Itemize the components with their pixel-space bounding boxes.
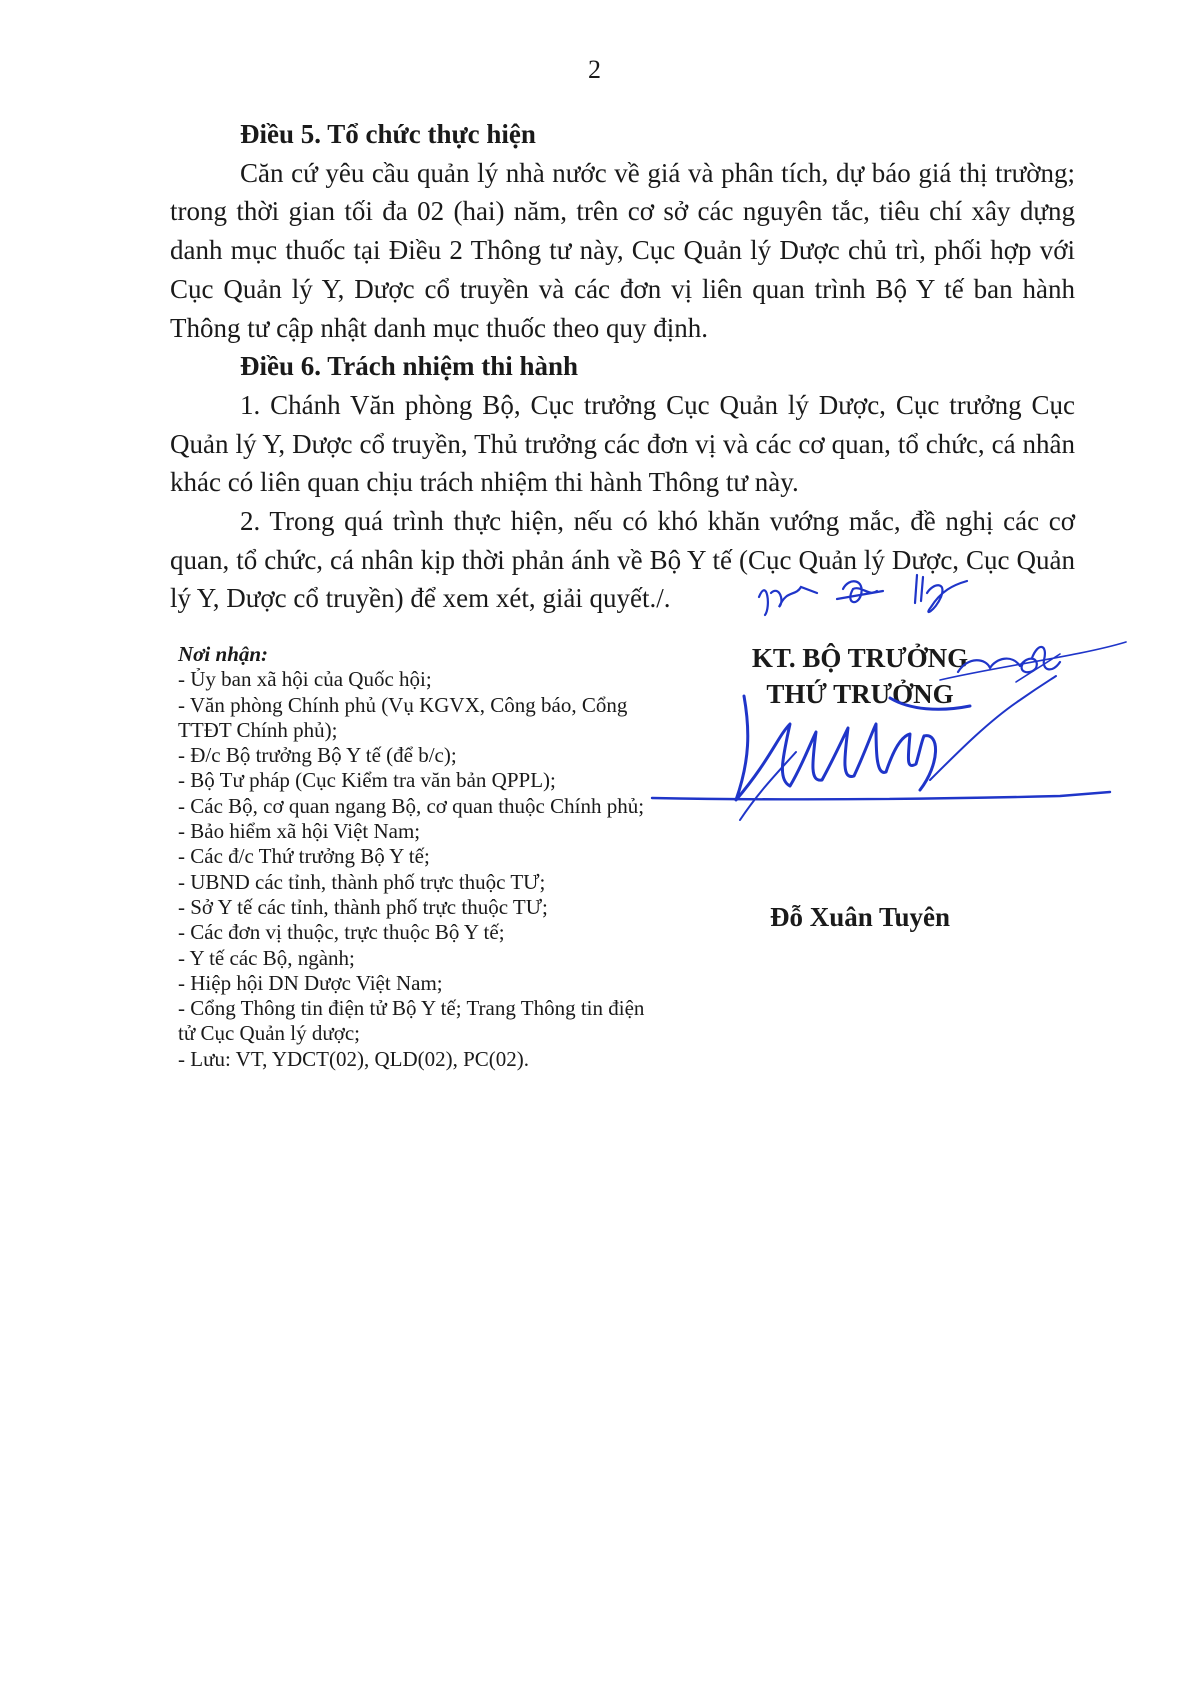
recipient-item: - Ủy ban xã hội của Quốc hội; bbox=[178, 667, 432, 692]
article-5-text: Căn cứ yêu cầu quản lý nhà nước về giá và phân tích, dự báo giá thị trường; trong thời gian tối đa 02 (hai) năm, trên cơ sở các nguyên tắc, tiêu chí xây dựng danh mục thuốc tại Điều 2 Thông tư này, Cục Quản lý Dược chủ trì, phối hợp với Cục Quản lý Y, Dược cổ truyền và các đơn vị liên quan trình Bộ Y tế ban hành Thông tư cập nhật danh mục thuốc theo quy định. bbox=[170, 157, 1075, 343]
article-6-clause-2: 2. Trong quá trình thực hiện, nếu có khó khăn vướng mắc, đề nghị các cơ quan, tổ chức, cá nhân kịp thời phản ánh về Bộ Y tế (Cục Quản lý Dược, Cục Quản lý Y, Dược cổ truyền) để xem xét, giải quyết./. bbox=[170, 506, 1075, 614]
signer-title-line-1: KT. BỘ TRƯỞNG bbox=[751, 643, 969, 673]
recipient-item: - Cổng Thông tin điện tử Bộ Y tế; Trang Thông tin điện tử Cục Quản lý dược; bbox=[178, 996, 645, 1046]
recipient-item: - Lưu: VT, YDCT(02), QLD(02), PC(02). bbox=[178, 1046, 530, 1071]
article-5-heading: Điều 5. Tổ chức thực hiện bbox=[240, 119, 536, 149]
recipient-item: - Các đơn vị thuộc, trực thuộc Bộ Y tế; bbox=[178, 920, 505, 945]
recipient-item: - Sở Y tế các tỉnh, thành phố trực thuộc TƯ; bbox=[178, 894, 548, 919]
recipient-item: - Các Bộ, cơ quan ngang Bộ, cơ quan thuộc Chính phủ; bbox=[178, 793, 645, 818]
recipient-item: - Đ/c Bộ trưởng Bộ Y tế (để b/c); bbox=[178, 743, 457, 768]
page-number: 2 bbox=[588, 55, 601, 84]
recipients-list bbox=[178, 642, 648, 1072]
recipient-item: - Y tế các Bộ, ngành; bbox=[178, 945, 355, 970]
signer-name: Đỗ Xuân Tuyên bbox=[769, 902, 951, 932]
handwritten-signature bbox=[640, 640, 1160, 870]
recipient-item: - Bảo hiểm xã hội Việt Nam; bbox=[178, 819, 421, 844]
article-6-clause-1: 1. Chánh Văn phòng Bộ, Cục trưởng Cục Quản lý Dược, Cục trưởng Cục Quản lý Y, Dược cổ truyền, Thủ trưởng các đơn vị và các cơ quan, tổ chức, cá nhân khác có liên quan chịu trách nhiệm thi hành Thông tư này. bbox=[170, 389, 1075, 498]
document-body bbox=[170, 115, 1075, 618]
recipient-item: - UBND các tỉnh, thành phố trực thuộc TƯ; bbox=[178, 869, 546, 894]
initials-signature bbox=[757, 567, 1007, 619]
recipient-item: - Các đ/c Thứ trưởng Bộ Y tế; bbox=[178, 844, 430, 869]
article-6-heading: Điều 6. Trách nhiệm thi hành bbox=[240, 351, 579, 382]
signer-title-line-2: THỨ TRƯỞNG bbox=[766, 679, 954, 709]
recipient-item: - Văn phòng Chính phủ (Vụ KGVX, Công báo, Cổng TTĐT Chính phủ); bbox=[178, 692, 628, 742]
recipient-item: - Bộ Tư pháp (Cục Kiểm tra văn bản QPPL); bbox=[178, 768, 556, 793]
recipients-title: Nơi nhận: bbox=[178, 642, 269, 666]
recipient-item: - Hiệp hội DN Dược Việt Nam; bbox=[178, 970, 443, 995]
